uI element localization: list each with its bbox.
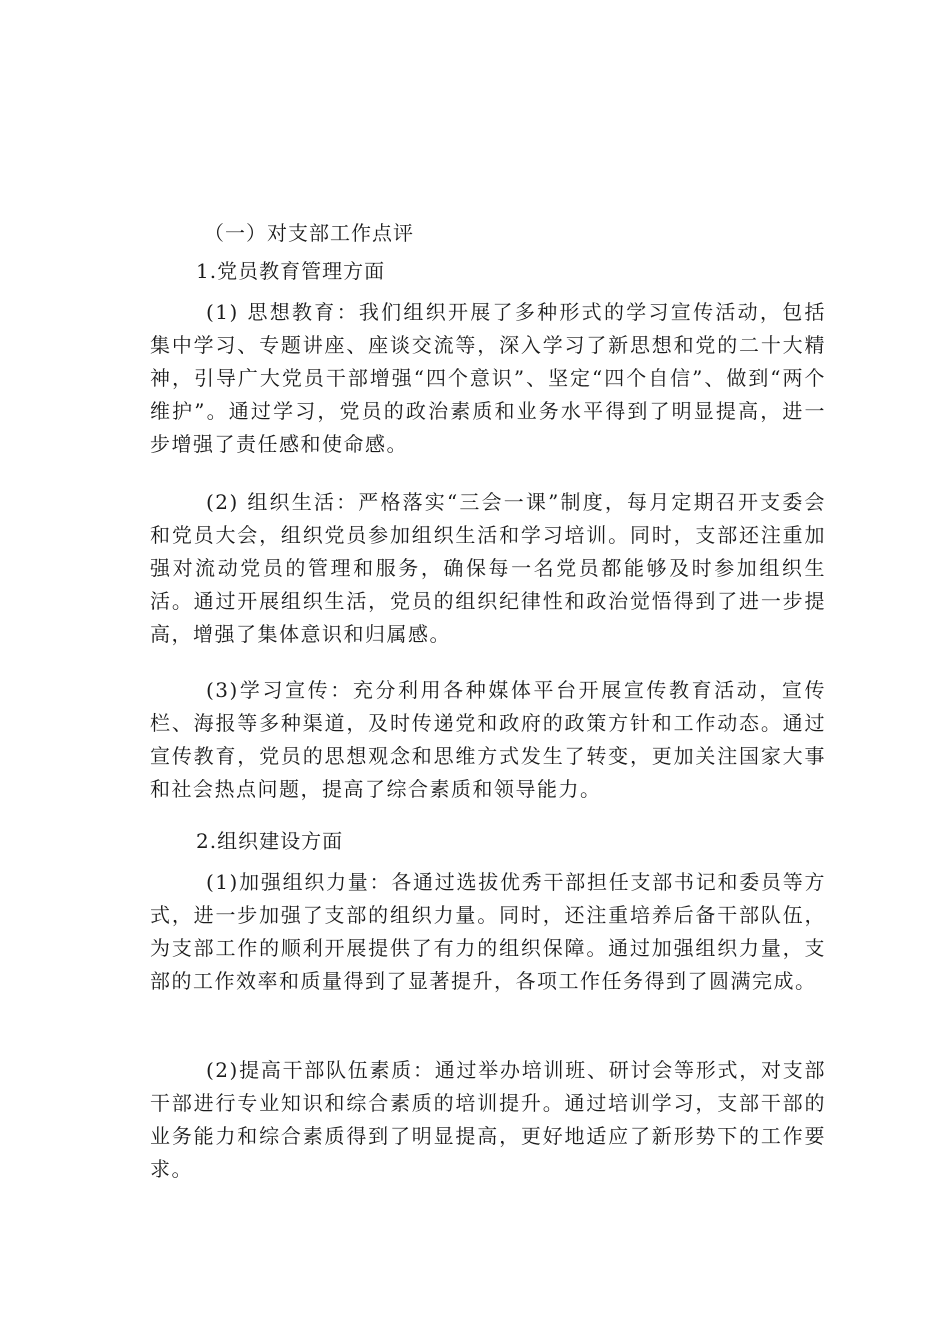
- paragraph-improve-cadre-quality: (2)提高干部队伍素质：通过举办培训班、研讨会等形式，对支部干部进行专业知识和综合素质的培训提升。通过培训学习，支部干部的业务能力和综合素质得到了明显提高，更好地适应了新形势下的工作要求。: [150, 1058, 826, 1181]
- paragraph-organizational-life: (2) 组织生活：严格落实“三会一课”制度，每月定期召开支委会和党员大会，组织党员参加组织生活和学习培训。同时，支部还注重加强对流动党员的管理和服务，确保每一名党员都能够及时参加组织生活。通过开展组织生活，党员的组织纪律性和政治觉悟得到了进一步提高，增强了集体意识和归属感。: [150, 490, 826, 646]
- subsection-heading-organization-building: 2.组织建设方面: [196, 829, 344, 853]
- section-heading: （一）对支部工作点评: [204, 221, 414, 245]
- paragraph-strengthen-organization: (1)加强组织力量：各通过选拔优秀干部担任支部书记和委员等方式，进一步加强了支部的组织力量。同时，还注重培养后备干部队伍，为支部工作的顺利开展提供了有力的组织保障。通过加强组织力量，支部的工作效率和质量得到了显著提升，各项工作任务得到了圆满完成。: [150, 870, 826, 993]
- paragraph-ideological-education: (1) 思想教育：我们组织开展了多种形式的学习宣传活动，包括集中学习、专题讲座、座谈交流等，深入学习了新思想和党的二十大精神，引导广大党员干部增强“四个意识”、坚定“四个自信”、做到“两个维护”。通过学习，党员的政治素质和业务水平得到了明显提高，进一步增强了责任感和使命感。: [150, 300, 826, 456]
- subsection-heading-party-education: 1.党员教育管理方面: [196, 259, 386, 283]
- paragraph-study-publicity: (3)学习宣传：充分利用各种媒体平台开展宣传教育活动，宣传栏、海报等多种渠道，及时传递党和政府的政策方针和工作动态。通过宣传教育，党员的思想观念和思维方式发生了转变，更加关注国家大事和社会热点问题，提高了综合素质和领导能力。: [150, 678, 826, 801]
